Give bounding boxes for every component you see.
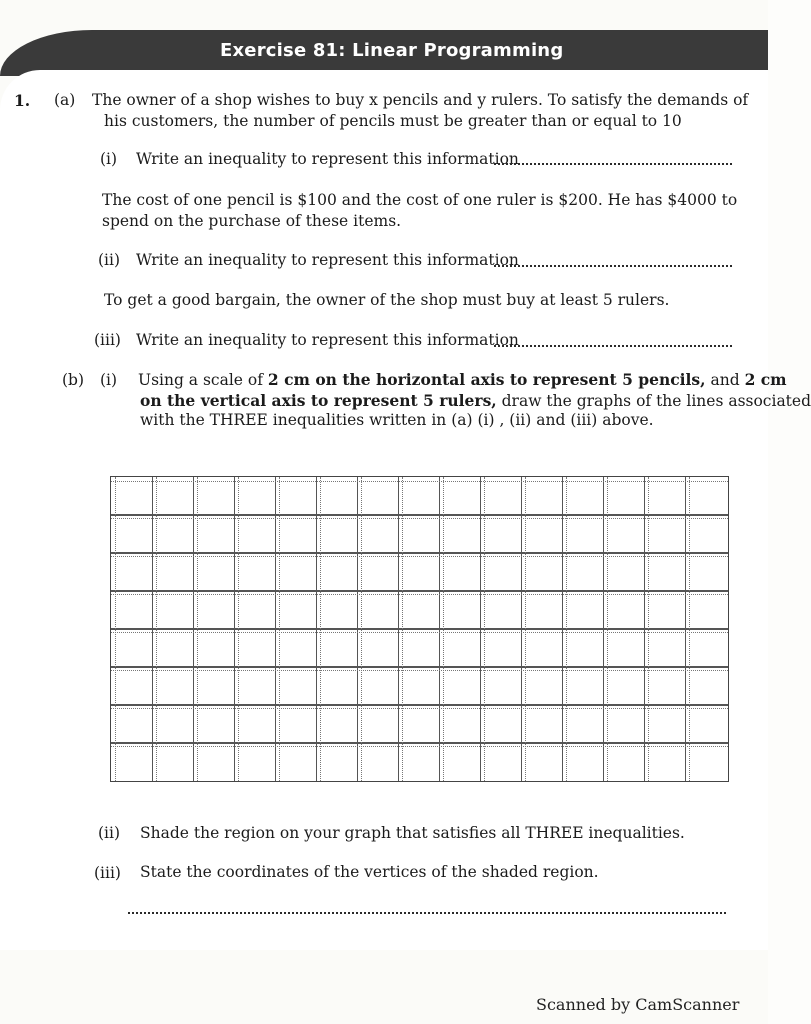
grid-dotted-line bbox=[197, 477, 198, 781]
a-iii-label: (iii) bbox=[94, 331, 121, 349]
grid-dotted-line bbox=[238, 477, 239, 781]
b-i-line-1-pre: Using a scale of bbox=[138, 371, 268, 389]
grid-line bbox=[111, 628, 728, 630]
grid-line bbox=[111, 666, 728, 668]
grid-line bbox=[111, 704, 728, 706]
answer-line-b-iii[interactable] bbox=[128, 912, 726, 914]
grid-line bbox=[111, 742, 728, 744]
b-i-line-2-post: draw the graphs of the lines associated bbox=[496, 392, 811, 410]
grid-dotted-line bbox=[156, 477, 157, 781]
part-b-label: (b) bbox=[62, 371, 85, 389]
grid-dotted-line bbox=[111, 518, 728, 519]
grid-dotted-line bbox=[402, 477, 403, 781]
intro-line-1: The owner of a shop wishes to buy x pencils and y rulers. To satisfy the demands of bbox=[92, 91, 749, 109]
part-a-label: (a) bbox=[54, 91, 76, 109]
b-i-line-1-post: and bbox=[705, 371, 745, 389]
grid-line bbox=[111, 552, 728, 554]
graph-grid[interactable] bbox=[110, 476, 729, 782]
b-i-line-3: with the THREE inequalities written in (a) (i) , (ii) and (iii) above. bbox=[140, 411, 654, 429]
b-i-line-1 bbox=[138, 369, 787, 391]
grid-dotted-line bbox=[111, 556, 728, 557]
grid-dotted-line bbox=[361, 477, 362, 781]
grid-dotted-line bbox=[111, 708, 728, 709]
b-i-line-2-bold: on the vertical axis to represent 5 rulers, bbox=[140, 391, 497, 410]
answer-line-a-i[interactable] bbox=[494, 163, 732, 165]
grid-dotted-line bbox=[443, 477, 444, 781]
grid-dotted-line bbox=[111, 670, 728, 671]
grid-dotted-line bbox=[689, 477, 690, 781]
grid-dotted-line bbox=[111, 632, 728, 633]
grid-dotted-line bbox=[111, 746, 728, 747]
b-i-line-1-bold2: 2 cm bbox=[744, 370, 787, 389]
grid-dotted-line bbox=[607, 477, 608, 781]
grid-dotted-line bbox=[111, 481, 728, 482]
answer-line-a-ii[interactable] bbox=[494, 265, 732, 267]
grid-dotted-line bbox=[111, 594, 728, 595]
scanner-watermark: Scanned by CamScanner bbox=[536, 995, 740, 1014]
cost-line-1: The cost of one pencil is $100 and the cost of one ruler is $200. He has $4000 to bbox=[102, 191, 738, 209]
intro-line-2: his customers, the number of pencils must be greater than or equal to 10 bbox=[104, 112, 682, 130]
a-ii-text: Write an inequality to represent this information bbox=[136, 251, 519, 269]
b-i-line-1-bold: 2 cm on the horizontal axis to represent 5 pencils, bbox=[267, 370, 706, 389]
b-iii-text: State the coordinates of the vertices of the shaded region. bbox=[140, 863, 599, 881]
page-title: Exercise 81: Linear Programming bbox=[220, 40, 564, 61]
grid-line bbox=[111, 514, 728, 516]
a-ii-label: (ii) bbox=[98, 251, 121, 269]
b-i-label: (i) bbox=[100, 371, 118, 389]
a-i-label: (i) bbox=[100, 150, 118, 168]
answer-line-a-iii[interactable] bbox=[494, 345, 732, 347]
grid-dotted-line bbox=[648, 477, 649, 781]
grid-dotted-line bbox=[566, 477, 567, 781]
grid-dotted-line bbox=[279, 477, 280, 781]
grid-line bbox=[111, 590, 728, 592]
grid-dotted-line bbox=[525, 477, 526, 781]
a-i-text: Write an inequality to represent this information bbox=[136, 150, 519, 168]
b-iii-label: (iii) bbox=[94, 864, 121, 882]
b-ii-text: Shade the region on your graph that satisfies all THREE inequalities. bbox=[140, 824, 685, 842]
question-number: 1. bbox=[14, 91, 31, 110]
cost-line-2: spend on the purchase of these items. bbox=[102, 212, 402, 230]
a-iii-text: Write an inequality to represent this information bbox=[136, 331, 519, 349]
b-ii-label: (ii) bbox=[98, 824, 121, 842]
grid-dotted-line bbox=[484, 477, 485, 781]
grid-dotted-line bbox=[115, 477, 116, 781]
grid-dotted-line bbox=[320, 477, 321, 781]
bargain-text: To get a good bargain, the owner of the shop must buy at least 5 rulers. bbox=[104, 291, 670, 309]
